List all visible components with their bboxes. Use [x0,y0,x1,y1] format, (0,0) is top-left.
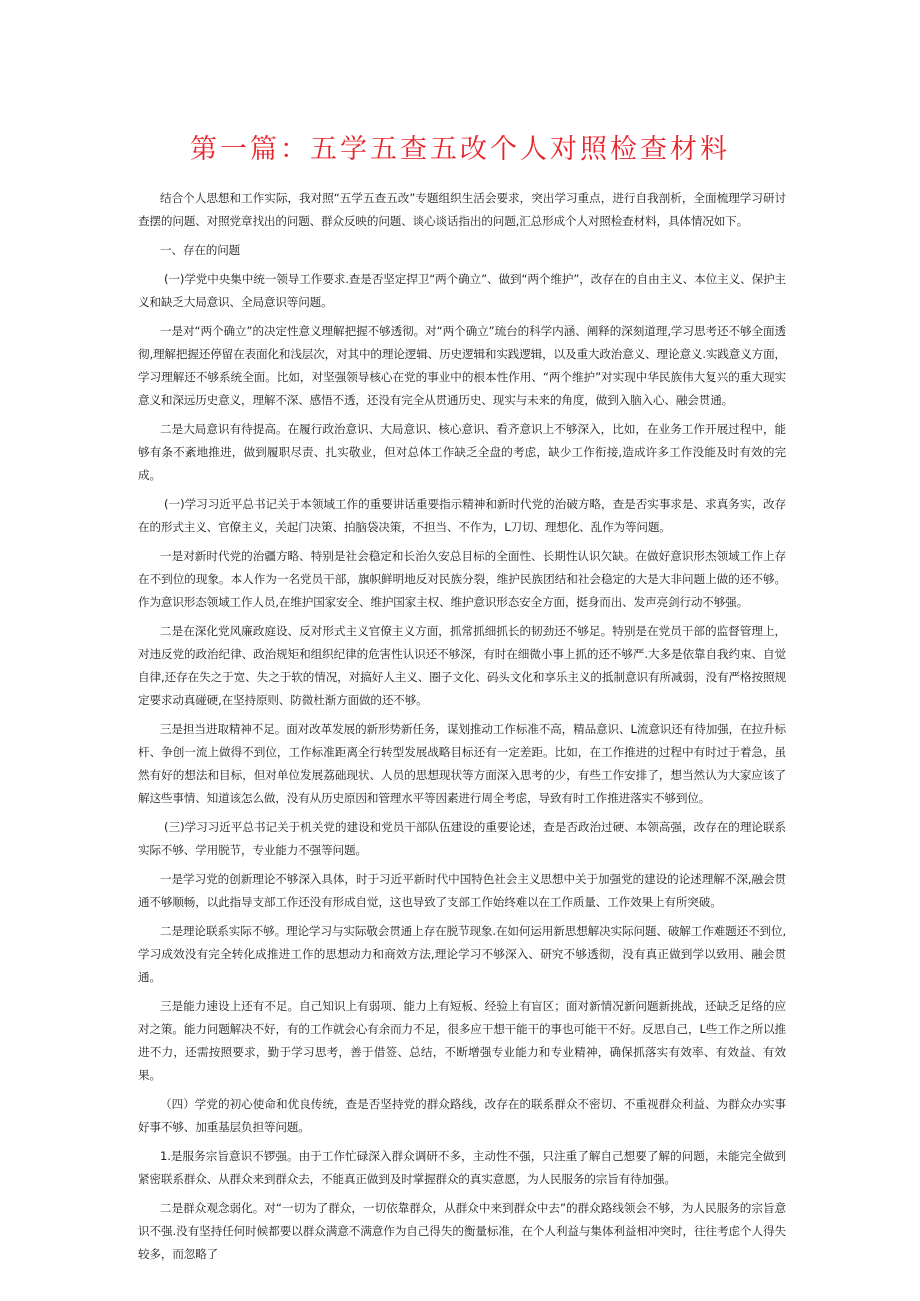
paragraph: 1.是服务宗旨意识不锣强。由于工作忙碌深入群众调研不多，主动性不强，只注重了解自己想要了解的问题，未能完全做到紧密联系群众、从群众来到群众去，不能真正做到及时掌握群众的真实意愿，为人民服务的宗旨有待加强。 [138,1149,786,1186]
subsection-heading-1: (一)学党中央集中统一领导工作要求.查是否坚定捍卫“两个确立”、做到“两个维护”，改存在的自由主义、本位主义、保护主义和缺乏大局意识、全局意识等问题。 [138,272,786,309]
subsection-heading-3: (三)学习习近平总书记关于机关党的建设和党员干部队伍建设的重要论述，查是否政治过硬、本领高强，改存在的理论联系实际不够、学用脱节，专业能力不强等问题。 [138,820,786,857]
paragraph: 一是学习党的创新理论不够深入具体，时于习近平新时代中国特色社会主义思想中关于加强党的建设的论述理解不深,融会贯通不够顺畅，以此指导支部工作还没有形成自觉，这也导致了支部工作始终难以在工作质量、工作效果上有所突破。 [138,872,786,909]
paragraph: 一是对“两个确立”的决定性意义理解把握不够透彻。对“两个确立”琉台的科学内涵、阐释的深刻道理,学习思考还不够全面透彻,理解把握还停留在表面化和浅层次，对其中的理论逻辑、历史逻辑和实践逻辑，以及重大政治意义、理论意义.实践意义方面，学习理解还不够系统全面。比如，对坚强领导核心在党的事业中的根本性作用、“两个维护”对实现中华民族伟大复兴的重大现实意义和深远历史意义，理解不深、感悟不透，还没有完全从贯通历史、现实与未来的角度，做到入脑入心、融会贯通。 [138,324,786,407]
paragraph: 二是群众观念弱化。对“一切为了群众，一切依靠群众，从群众中来到群众中去”的群众路线领会不够，为人民服务的宗旨意识不强.没有坚持任何时候都要以群众满意不满意作为自己得失的衡量标准，在个人利益与集体利益相冲突时，往往考虑个人得失较多，而忽略了 [138,1201,786,1261]
paragraph: 一是对新时代党的治疆方略、特别是社会稳定和长治久安总目标的全面性、长期性认识欠缺。在做好意识形杰领域工作上存在不到位的现象。本人作为一名党员干部，旗帜鲜明地反对民族分裂，维护民族团结和社会稳定的大是大非问题上做的还不够。作为意识形态领域工作人员,在维护国家安全、维护国家主权、维护意识形态安全方面，挺身而出、发声亮剑行动不够强。 [138,549,786,609]
paragraph: 二是大局意识有待提高。在履行政治意识、大局意识、核心意识、看齐意识上不够深入，比如，在业务工作开展过程中，能够有条不紊地推进，做到履职尽责、扎实敬业，但对总体工作缺乏全盘的考虑，缺少工作衔接,造成许多工作没能及时有效的完成。 [138,422,786,482]
subsection-heading-2: (一)学习习近平总书记关于本领域工作的重要讲话重要指示精神和新时代党的治破方略，查是否实事求是、求真务实，改存在的形式主义、官僚主义，关起门决策、拍脑袋决策，不担当、不作为，L刀切、理想化、乱作为等问题。 [138,497,786,534]
document-body [138,187,786,1272]
paragraph: 三是能力速设上还有不足。自己知识上有弱项、能力上有短板、经验上有盲区；面对新情况新问题新挑战，还缺乏足络的应对之策。能力问题解决不好，有的工作就会心有余而力不足，很多应干想干能干的事也可能干不好。反思自己，L些工作之所以推进不力，还需按照要求，勤于学习思考，善于借签、总结，不断增强专业能力和专业精神，确保抓落实有效率、有效益、有效果。 [138,999,786,1082]
paragraph: 三是担当进取精神不足。面对改革发展的新形势新任务，谋划推动工作标准不高，精品意识、L流意识还有待加强，在拉升标杆、争创一流上做得不到位，工作标准距离全行转型发展战略目标还有一定差距。比如，在工作推进的过程中有时过于着急，虽然有好的想法和目标，但对单位发展荔础现状、人员的思想现状等方面深入思考的少，有些工作安排了，想当然认为大家应该了解这些事情、知道该怎么做，没有从历史原因和管理水平等因素进行周全考虑，导致有时工作推进落实不够到位。 [138,722,786,805]
subsection-heading-4: （四）学党的初心使命和优良传统，查是否坚持党的群众路线，改存在的联系群众不密切、不重视群众利益、为群众办实事好事不够、加重基层负担等问题。 [138,1097,786,1134]
paragraph-intro: 结合个人思想和工作实际，我对照“五学五查五改”专题组织生活会要求，突出学习重点，进行自我剖析，全面梳理学习研讨查摆的问题、对照党章找出的问题、群众反映的问题、谈心谈话指出的问题,汇总形成个人对照检查材料，具体情况如下。 [138,191,786,228]
paragraph: 二是在深化党风廉政庭设、反对形式主义官僚主义方面，抓常抓细抓长的韧劲还不够足。特别是在党员干部的监督管理上，对违反党的政治纪律、政治规矩和组织纪律的危害性认识还不够深，有时在细微小事上抓的还不够严.大多是依靠自我约束、自觉自律,还存在失之于宽、失之于软的情况，对搞好人主义、圈子文化、码头文化和享乐主义的抵制意识有所减弱，没有严格按照规定要求动真碰硬,在坚持原则、防微杜渐方面做的还不够。 [138,624,786,707]
paragraph: 二是理论联系实际不够。理论学习与实际敬会贯通上存在脱节现象.在如何运用新思想解决实际问题、破解工作难题还不到位,学习成效没有完全转化成推进工作的思想动力和商效方法,理论学习不够深入、研究不够透彻，没有真正做到学以致用、融会贯通。 [138,924,786,984]
document-title: 第一篇：五学五查五改个人对照检查材料 [190,134,730,165]
section-heading-problems: 一、存在的问题 [160,243,241,257]
